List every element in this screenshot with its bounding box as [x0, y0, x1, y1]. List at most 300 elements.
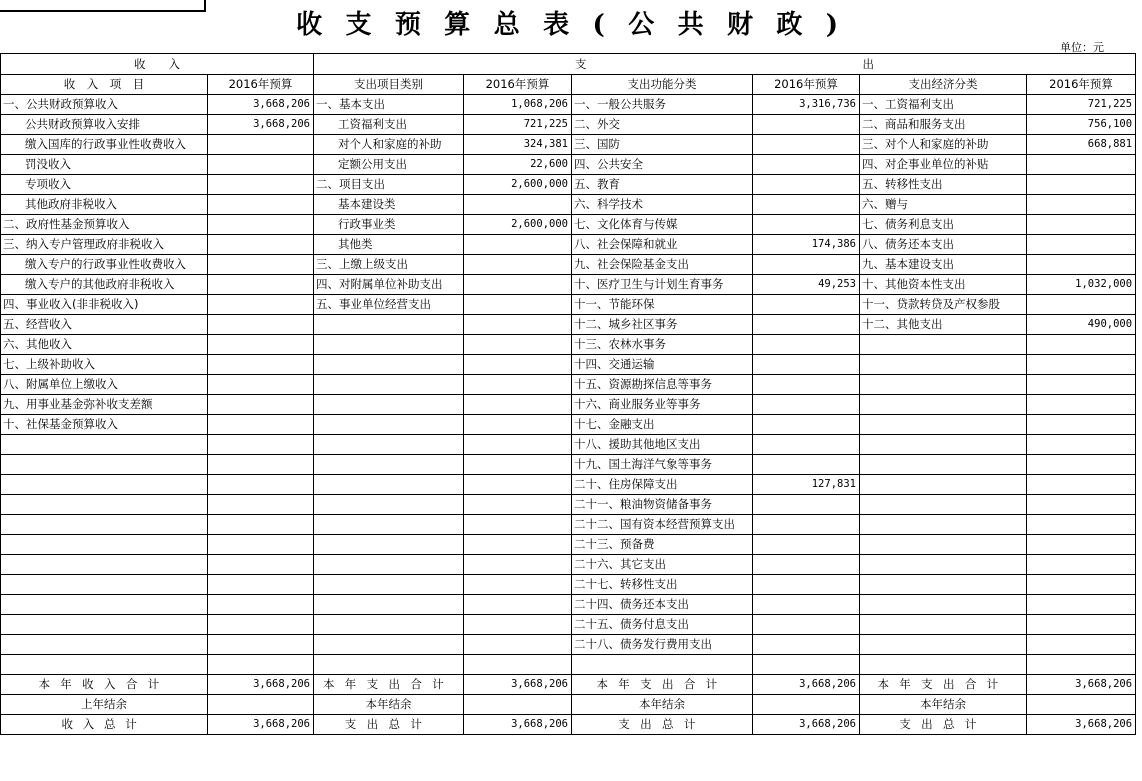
- income-grand-label: 收入总计: [1, 715, 208, 735]
- expense-budget-cell: [464, 455, 572, 475]
- expense-budget-cell: [464, 435, 572, 455]
- table-row: [1, 655, 1136, 675]
- function-category-cell: 二十、住房保障支出: [572, 475, 753, 495]
- table-row: [1, 295, 1136, 315]
- prev-balance-label: 上年结余: [1, 695, 208, 715]
- function-category-cell: [572, 655, 753, 675]
- income-budget-cell: [208, 635, 314, 655]
- expense-budget-cell: [464, 415, 572, 435]
- income-budget-cell: [208, 215, 314, 235]
- function-grand-label: 支出总计: [572, 715, 753, 735]
- table-row: [1, 235, 1136, 255]
- economic-budget-cell: [1027, 595, 1136, 615]
- expense-budget-cell: 2,600,000: [464, 215, 572, 235]
- expense-budget-cell: 721,225: [464, 115, 572, 135]
- income-budget-cell: [208, 655, 314, 675]
- year-balance-label-1: 本年结余: [314, 695, 464, 715]
- expense-category-cell: [314, 475, 464, 495]
- expense-category-cell: [314, 495, 464, 515]
- expense-category-cell: [314, 335, 464, 355]
- expense-budget-cell: [464, 535, 572, 555]
- function-budget-cell: [753, 495, 860, 515]
- table-row: [1, 215, 1136, 235]
- function-budget-cell: [753, 315, 860, 335]
- economic-category-cell: 六、赠与: [860, 195, 1027, 215]
- table-row: [1, 515, 1136, 535]
- income-budget-cell: [208, 335, 314, 355]
- expense-budget-cell: [464, 615, 572, 635]
- function-category-header: 支出功能分类: [572, 75, 753, 95]
- income-budget-cell: [208, 395, 314, 415]
- expense-category-cell: [314, 315, 464, 335]
- table-row: [1, 395, 1136, 415]
- expense-category-cell: 工资福利支出: [314, 115, 464, 135]
- function-budget-cell: [753, 415, 860, 435]
- function-category-cell: 十八、援助其他地区支出: [572, 435, 753, 455]
- function-category-cell: 十九、国土海洋气象等事务: [572, 455, 753, 475]
- expense-budget-cell: [464, 395, 572, 415]
- economic-budget-cell: [1027, 175, 1136, 195]
- income-item-cell: 六、其他收入: [1, 335, 208, 355]
- income-budget-cell: [208, 175, 314, 195]
- table-row: [1, 635, 1136, 655]
- table-row: [1, 415, 1136, 435]
- economic-category-cell: [860, 415, 1027, 435]
- income-item-cell: [1, 475, 208, 495]
- expense-budget-cell: 2,600,000: [464, 175, 572, 195]
- economic-category-cell: 四、对企事业单位的补贴: [860, 155, 1027, 175]
- function-category-cell: 二、外交: [572, 115, 753, 135]
- economic-category-cell: [860, 355, 1027, 375]
- income-item-cell: [1, 575, 208, 595]
- function-budget-cell: [753, 255, 860, 275]
- expense-category-cell: 三、上缴上级支出: [314, 255, 464, 275]
- function-category-cell: 七、文化体育与传媒: [572, 215, 753, 235]
- table-row: [1, 195, 1136, 215]
- function-category-cell: 一、一般公共服务: [572, 95, 753, 115]
- expense-total-value: 3,668,206: [464, 675, 572, 695]
- income-item-cell: 五、经营收入: [1, 315, 208, 335]
- economic-category-cell: [860, 635, 1027, 655]
- expense-budget-cell: [464, 495, 572, 515]
- table-row: [1, 315, 1136, 335]
- table-row: [1, 595, 1136, 615]
- income-budget-cell: 3,668,206: [208, 95, 314, 115]
- function-budget-cell: [753, 575, 860, 595]
- function-budget-cell: [753, 595, 860, 615]
- income-item-cell: [1, 635, 208, 655]
- income-budget-cell: [208, 315, 314, 335]
- expense-category-cell: 二、项目支出: [314, 175, 464, 195]
- economic-category-cell: [860, 535, 1027, 555]
- expense-category-cell: [314, 355, 464, 375]
- income-item-cell: 二、政府性基金预算收入: [1, 215, 208, 235]
- year-balance-value-1: [464, 695, 572, 715]
- income-item-cell: 一、公共财政预算收入: [1, 95, 208, 115]
- function-budget-cell: [753, 535, 860, 555]
- function-grand-value: 3,668,206: [753, 715, 860, 735]
- income-item-cell: [1, 495, 208, 515]
- expense-category-cell: [314, 615, 464, 635]
- income-item-cell: [1, 615, 208, 635]
- economic-budget-cell: [1027, 575, 1136, 595]
- economic-category-cell: 十一、贷款转贷及产权参股: [860, 295, 1027, 315]
- expense-budget-cell: [464, 195, 572, 215]
- expense-budget-cell: [464, 295, 572, 315]
- grand-total-row: [1, 715, 1136, 735]
- income-budget-cell: [208, 595, 314, 615]
- table-row: [1, 115, 1136, 135]
- economic-budget-cell: [1027, 475, 1136, 495]
- table-row: [1, 375, 1136, 395]
- function-budget-cell: 3,316,736: [753, 95, 860, 115]
- expense-category-cell: 一、基本支出: [314, 95, 464, 115]
- economic-budget-cell: [1027, 355, 1136, 375]
- economic-budget-cell: [1027, 335, 1136, 355]
- group-header-row: [1, 54, 1136, 75]
- income-grand-value: 3,668,206: [208, 715, 314, 735]
- table-row: [1, 155, 1136, 175]
- economic-budget-cell: [1027, 455, 1136, 475]
- income-item-cell: [1, 555, 208, 575]
- function-category-cell: 二十一、粮油物资储备事务: [572, 495, 753, 515]
- function-category-cell: 十三、农林水事务: [572, 335, 753, 355]
- function-budget-cell: [753, 195, 860, 215]
- year-balance-value-3: [1027, 695, 1136, 715]
- table-row: [1, 555, 1136, 575]
- expense-grand-value: 3,668,206: [464, 715, 572, 735]
- function-category-cell: 二十六、其它支出: [572, 555, 753, 575]
- income-budget-cell: [208, 135, 314, 155]
- income-item-cell: [1, 535, 208, 555]
- income-item-cell: 十、社保基金预算收入: [1, 415, 208, 435]
- income-budget-cell: [208, 195, 314, 215]
- economic-budget-cell: [1027, 295, 1136, 315]
- economic-category-cell: [860, 515, 1027, 535]
- economic-budget-cell: [1027, 235, 1136, 255]
- economic-category-cell: [860, 435, 1027, 455]
- year-balance-label-3: 本年结余: [860, 695, 1027, 715]
- economic-category-cell: [860, 375, 1027, 395]
- economic-category-cell: [860, 555, 1027, 575]
- income-item-cell: 九、用事业基金弥补收支差额: [1, 395, 208, 415]
- expense-category-cell: [314, 435, 464, 455]
- income-item-cell: [1, 655, 208, 675]
- function-category-cell: 十一、节能环保: [572, 295, 753, 315]
- function-budget-cell: [753, 655, 860, 675]
- function-category-cell: 十四、交通运输: [572, 355, 753, 375]
- income-budget-cell: [208, 375, 314, 395]
- function-budget-cell: 174,386: [753, 235, 860, 255]
- function-budget-cell: [753, 155, 860, 175]
- economic-category-cell: [860, 475, 1027, 495]
- function-total-value: 3,668,206: [753, 675, 860, 695]
- income-budget-cell: [208, 575, 314, 595]
- income-item-cell: 三、纳入专户管理政府非税收入: [1, 235, 208, 255]
- economic-budget-cell: [1027, 215, 1136, 235]
- economic-budget-cell: 668,881: [1027, 135, 1136, 155]
- economic-category-cell: 二、商品和服务支出: [860, 115, 1027, 135]
- expense-category-cell: [314, 515, 464, 535]
- income-item-cell: 七、上级补助收入: [1, 355, 208, 375]
- function-budget-cell: 127,831: [753, 475, 860, 495]
- expense-budget-header: 2016年预算: [464, 75, 572, 95]
- function-budget-cell: [753, 175, 860, 195]
- expense-budget-cell: [464, 315, 572, 335]
- expense-category-cell: [314, 375, 464, 395]
- function-category-cell: 十六、商业服务业等事务: [572, 395, 753, 415]
- income-budget-cell: [208, 515, 314, 535]
- income-item-cell: 其他政府非税收入: [1, 195, 208, 215]
- income-item-cell: 专项收入: [1, 175, 208, 195]
- economic-category-cell: 七、债务利息支出: [860, 215, 1027, 235]
- function-budget-cell: [753, 355, 860, 375]
- expense-budget-cell: [464, 575, 572, 595]
- expense-category-cell: [314, 395, 464, 415]
- function-budget-cell: [753, 635, 860, 655]
- function-category-cell: 二十七、转移性支出: [572, 575, 753, 595]
- economic-total-label: 本年支出合计: [860, 675, 1027, 695]
- income-item-header: 收 入 项 目: [1, 75, 208, 95]
- table-row: [1, 475, 1136, 495]
- income-total-value: 3,668,206: [208, 675, 314, 695]
- expense-category-cell: [314, 535, 464, 555]
- economic-budget-cell: [1027, 655, 1136, 675]
- income-item-cell: [1, 595, 208, 615]
- economic-budget-header: 2016年预算: [1027, 75, 1136, 95]
- income-item-cell: 缴入专户的其他政府非税收入: [1, 275, 208, 295]
- table-row: [1, 455, 1136, 475]
- income-item-cell: [1, 455, 208, 475]
- expense-budget-cell: [464, 375, 572, 395]
- economic-category-cell: [860, 455, 1027, 475]
- function-budget-cell: [753, 455, 860, 475]
- income-total-label: 本年收入合计: [1, 675, 208, 695]
- page-title: 收支预算总表(公共财政): [296, 10, 862, 40]
- expense-budget-cell: [464, 335, 572, 355]
- income-budget-cell: [208, 475, 314, 495]
- economic-budget-cell: [1027, 395, 1136, 415]
- economic-budget-cell: [1027, 155, 1136, 175]
- economic-category-cell: [860, 615, 1027, 635]
- table-row: [1, 495, 1136, 515]
- economic-category-cell: [860, 495, 1027, 515]
- economic-category-cell: 九、基本建设支出: [860, 255, 1027, 275]
- economic-category-cell: [860, 335, 1027, 355]
- expense-category-cell: [314, 555, 464, 575]
- column-header-row: [1, 75, 1136, 95]
- expense-total-label: 本年支出合计: [314, 675, 464, 695]
- function-budget-cell: [753, 215, 860, 235]
- function-budget-cell: [753, 615, 860, 635]
- income-budget-cell: [208, 495, 314, 515]
- income-budget-cell: [208, 295, 314, 315]
- function-category-cell: 六、科学技术: [572, 195, 753, 215]
- economic-category-cell: 一、工资福利支出: [860, 95, 1027, 115]
- function-category-cell: 八、社会保障和就业: [572, 235, 753, 255]
- expense-category-cell: 五、事业单位经营支出: [314, 295, 464, 315]
- expense-category-cell: 对个人和家庭的补助: [314, 135, 464, 155]
- income-item-cell: 缴入国库的行政事业性收费收入: [1, 135, 208, 155]
- function-budget-cell: [753, 335, 860, 355]
- expense-budget-cell: [464, 555, 572, 575]
- function-category-cell: 十、医疗卫生与计划生育事务: [572, 275, 753, 295]
- table-row: [1, 255, 1136, 275]
- expense-category-cell: [314, 595, 464, 615]
- economic-category-cell: [860, 395, 1027, 415]
- expense-budget-cell: [464, 275, 572, 295]
- function-category-cell: 二十八、债务发行费用支出: [572, 635, 753, 655]
- expense-category-cell: [314, 655, 464, 675]
- expense-budget-cell: 324,381: [464, 135, 572, 155]
- economic-category-header: 支出经济分类: [860, 75, 1027, 95]
- expense-category-cell: 四、对附属单位补助支出: [314, 275, 464, 295]
- income-budget-cell: [208, 235, 314, 255]
- table-row: [1, 335, 1136, 355]
- expense-budget-cell: [464, 255, 572, 275]
- economic-budget-cell: [1027, 375, 1136, 395]
- year-balance-value-2: [753, 695, 860, 715]
- function-category-cell: 十五、资源勘探信息等事务: [572, 375, 753, 395]
- table-row: [1, 175, 1136, 195]
- budget-table: [0, 53, 1136, 735]
- expense-category-cell: [314, 415, 464, 435]
- expense-budget-cell: [464, 635, 572, 655]
- function-category-cell: 十七、金融支出: [572, 415, 753, 435]
- table-row: [1, 535, 1136, 555]
- expense-budget-cell: [464, 595, 572, 615]
- function-category-cell: 二十五、债务付息支出: [572, 615, 753, 635]
- economic-grand-label: 支出总计: [860, 715, 1027, 735]
- table-row: [1, 615, 1136, 635]
- function-budget-cell: [753, 135, 860, 155]
- table-row: [1, 355, 1136, 375]
- expense-budget-cell: 22,600: [464, 155, 572, 175]
- income-budget-cell: [208, 535, 314, 555]
- expense-budget-cell: [464, 355, 572, 375]
- income-budget-cell: [208, 355, 314, 375]
- function-category-cell: 二十三、预备费: [572, 535, 753, 555]
- income-budget-cell: [208, 255, 314, 275]
- economic-budget-cell: [1027, 435, 1136, 455]
- economic-budget-cell: [1027, 495, 1136, 515]
- function-budget-cell: [753, 515, 860, 535]
- economic-budget-cell: [1027, 555, 1136, 575]
- balance-row: [1, 695, 1136, 715]
- table-row: [1, 575, 1136, 595]
- function-category-cell: 二十四、债务还本支出: [572, 595, 753, 615]
- expense-category-cell: 其他类: [314, 235, 464, 255]
- unit-label: 单位：元: [1060, 41, 1104, 54]
- function-category-cell: 九、社会保险基金支出: [572, 255, 753, 275]
- function-total-label: 本年支出合计: [572, 675, 753, 695]
- income-item-cell: 缴入专户的行政事业性收费收入: [1, 255, 208, 275]
- economic-total-value: 3,668,206: [1027, 675, 1136, 695]
- income-item-cell: 八、附属单位上缴收入: [1, 375, 208, 395]
- economic-category-cell: 十、其他资本性支出: [860, 275, 1027, 295]
- economic-category-cell: [860, 655, 1027, 675]
- economic-budget-cell: [1027, 615, 1136, 635]
- function-category-cell: 二十二、国有资本经营预算支出: [572, 515, 753, 535]
- year-total-row: [1, 675, 1136, 695]
- income-item-cell: [1, 515, 208, 535]
- function-budget-cell: [753, 295, 860, 315]
- economic-category-cell: [860, 575, 1027, 595]
- expense-budget-cell: [464, 475, 572, 495]
- expense-category-header: 支出项目类别: [314, 75, 464, 95]
- economic-budget-cell: [1027, 535, 1136, 555]
- economic-budget-cell: [1027, 255, 1136, 275]
- function-budget-cell: [753, 555, 860, 575]
- economic-category-cell: 三、对个人和家庭的补助: [860, 135, 1027, 155]
- table-row: [1, 275, 1136, 295]
- income-budget-cell: [208, 615, 314, 635]
- function-budget-header: 2016年预算: [753, 75, 860, 95]
- function-category-cell: 三、国防: [572, 135, 753, 155]
- income-item-cell: [1, 435, 208, 455]
- function-budget-cell: [753, 395, 860, 415]
- economic-budget-cell: [1027, 515, 1136, 535]
- expense-budget-cell: 1,068,206: [464, 95, 572, 115]
- income-budget-cell: [208, 275, 314, 295]
- expense-category-cell: [314, 455, 464, 475]
- expense-budget-cell: [464, 515, 572, 535]
- income-budget-cell: [208, 435, 314, 455]
- function-budget-cell: 49,253: [753, 275, 860, 295]
- function-category-cell: 十二、城乡社区事务: [572, 315, 753, 335]
- income-item-cell: 四、事业收入(非非税收入): [1, 295, 208, 315]
- prev-balance-value: [208, 695, 314, 715]
- income-budget-cell: 3,668,206: [208, 115, 314, 135]
- economic-budget-cell: 1,032,000: [1027, 275, 1136, 295]
- year-balance-label-2: 本年结余: [572, 695, 753, 715]
- income-group-header: 收 入: [1, 54, 314, 75]
- income-item-cell: 公共财政预算收入安排: [1, 115, 208, 135]
- function-budget-cell: [753, 115, 860, 135]
- function-category-cell: 四、公共安全: [572, 155, 753, 175]
- table-row: [1, 435, 1136, 455]
- economic-budget-cell: 721,225: [1027, 95, 1136, 115]
- economic-category-cell: 十二、其他支出: [860, 315, 1027, 335]
- economic-category-cell: 八、债务还本支出: [860, 235, 1027, 255]
- economic-grand-value: 3,668,206: [1027, 715, 1136, 735]
- expense-category-cell: 基本建设类: [314, 195, 464, 215]
- income-budget-cell: [208, 415, 314, 435]
- economic-budget-cell: [1027, 415, 1136, 435]
- expense-category-cell: 定额公用支出: [314, 155, 464, 175]
- table-row: [1, 95, 1136, 115]
- income-budget-header: 2016年预算: [208, 75, 314, 95]
- economic-category-cell: 五、转移性支出: [860, 175, 1027, 195]
- economic-category-cell: [860, 595, 1027, 615]
- expense-group-header: 支 出: [314, 54, 1136, 75]
- economic-budget-cell: [1027, 195, 1136, 215]
- function-budget-cell: [753, 435, 860, 455]
- expense-category-cell: [314, 575, 464, 595]
- economic-budget-cell: 490,000: [1027, 315, 1136, 335]
- function-category-cell: 五、教育: [572, 175, 753, 195]
- expense-budget-cell: [464, 235, 572, 255]
- expense-category-cell: 行政事业类: [314, 215, 464, 235]
- expense-category-cell: [314, 635, 464, 655]
- expense-budget-cell: [464, 655, 572, 675]
- income-budget-cell: [208, 455, 314, 475]
- function-budget-cell: [753, 375, 860, 395]
- table-row: [1, 135, 1136, 155]
- income-item-cell: 罚没收入: [1, 155, 208, 175]
- economic-budget-cell: [1027, 635, 1136, 655]
- income-budget-cell: [208, 155, 314, 175]
